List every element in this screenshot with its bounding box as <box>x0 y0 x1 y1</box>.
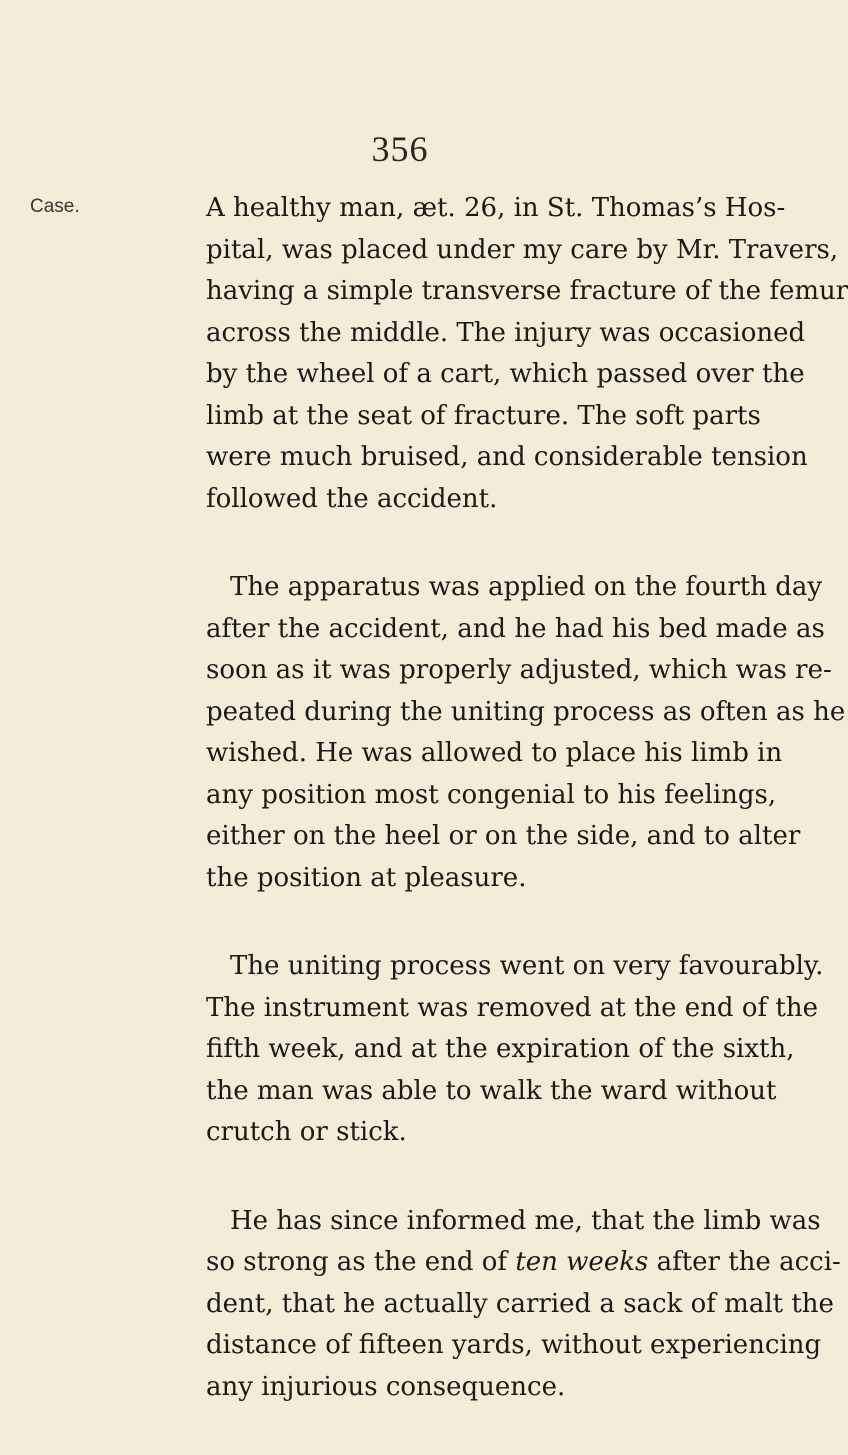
text-line: wished. He was allowed to place his limb in <box>206 738 783 768</box>
text-fragment: so strong as the end of <box>206 1247 508 1277</box>
text-line: any position most congenial to his feelings, <box>206 779 777 810</box>
text-line: followed the accident. <box>206 483 498 514</box>
text-line: were much bruised, and considerable tension <box>206 442 808 472</box>
text-line: pital, was placed under my care by Mr. Travers, <box>206 234 839 265</box>
text-line: crutch or stick. <box>206 1117 407 1147</box>
body-text <box>206 188 848 1455</box>
text-line: limb at the seat of fracture. The soft parts <box>206 400 761 431</box>
paragraph-4 <box>206 1201 841 1409</box>
text-line: A healthy man, æt. 26, in St. Thomas’s Hos- <box>206 193 786 223</box>
text-line: peated during the uniting process as often as he <box>206 696 846 727</box>
text-line: He has since informed me, that the limb was <box>230 1205 821 1236</box>
text-line: dent, that he actually carried a sack of malt the <box>206 1288 834 1319</box>
paragraph-1 <box>206 188 848 520</box>
emphasis-ten-weeks: ten weeks <box>515 1247 649 1277</box>
text-line: after the accident, and he had his bed made as <box>206 613 825 644</box>
text-line: having a simple transverse fracture of the femur <box>206 276 848 306</box>
text-line-with-emphasis <box>206 1242 841 1284</box>
text-line: The instrument was removed at the end of the <box>206 992 818 1023</box>
paragraph-3 <box>206 946 824 1154</box>
text-line: the man was able to walk the ward without <box>206 1075 777 1106</box>
text-line: The uniting process went on very favourably. <box>230 951 824 981</box>
text-line: soon as it was properly adjusted, which was re- <box>206 655 832 685</box>
text-fragment: after the acci- <box>656 1247 841 1277</box>
text-line: the position at pleasure. <box>206 862 527 893</box>
margin-note-case: Case. <box>30 196 80 217</box>
text-line: across the middle. The injury was occasioned <box>206 317 806 348</box>
text-line: either on the heel or on the side, and to alter <box>206 821 801 851</box>
text-line: by the wheel of a cart, which passed over the <box>206 359 805 389</box>
text-line: The apparatus was applied on the fourth day <box>230 572 823 602</box>
text-line: distance of fifteen yards, without experiencing <box>206 1330 822 1360</box>
text-line: any injurious consequence. <box>206 1371 566 1402</box>
page-number: 356 <box>371 129 429 169</box>
text-line: fifth week, and at the expiration of the sixth, <box>206 1034 795 1064</box>
paragraph-2 <box>206 567 846 899</box>
